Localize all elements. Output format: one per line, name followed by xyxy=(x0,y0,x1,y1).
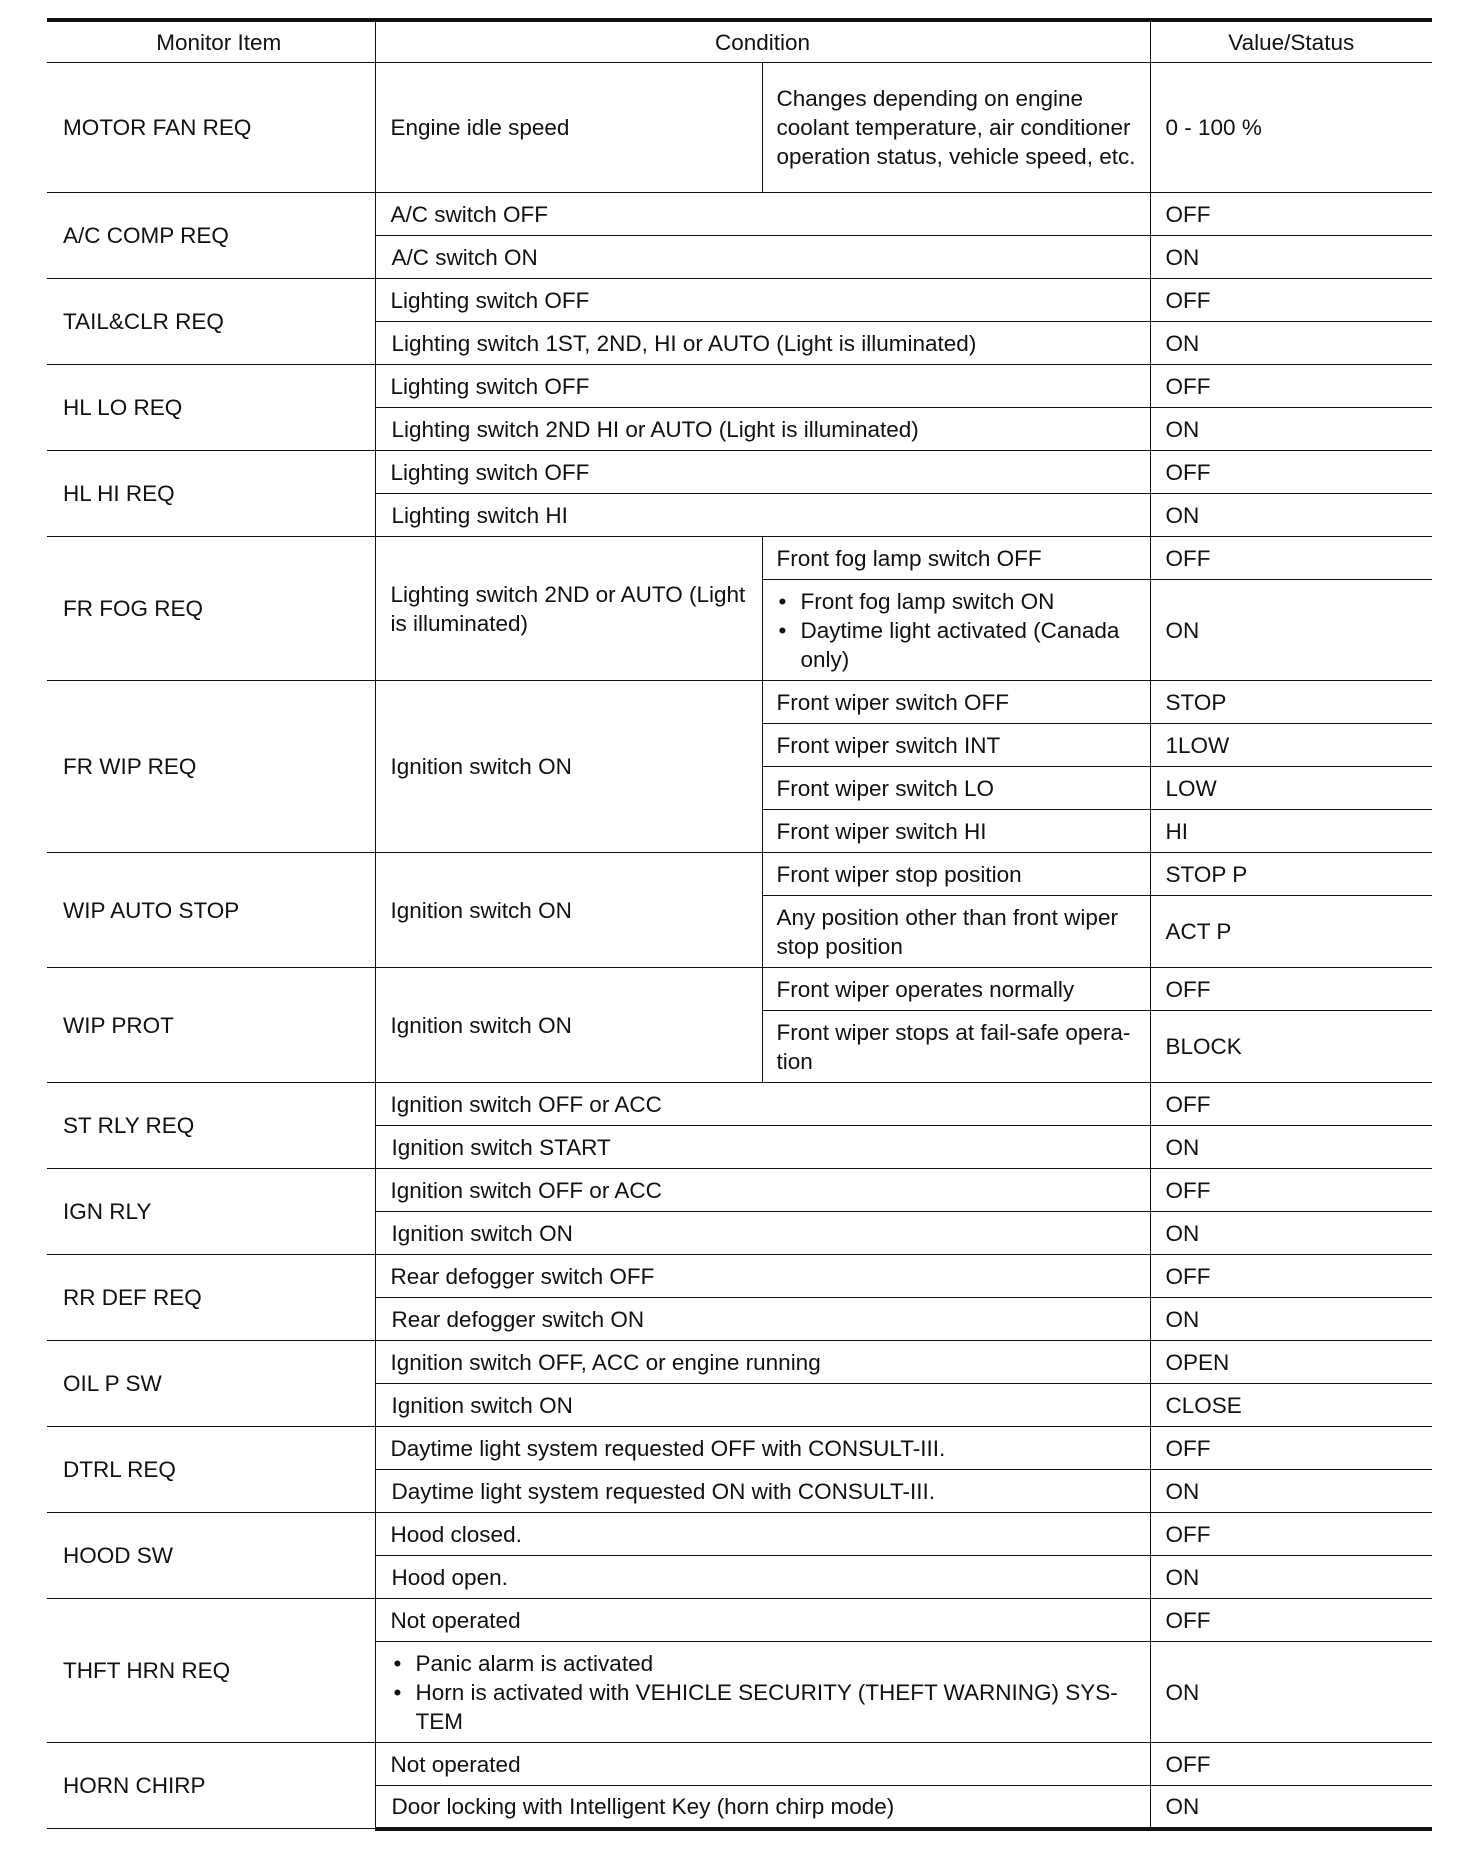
sub-condition-cell: Front fog lamp switch OFF xyxy=(762,537,1150,580)
condition-cell: Ignition switch ON xyxy=(375,1384,1150,1427)
monitor-item: HOOD SW xyxy=(47,1513,375,1599)
value-cell: OFF xyxy=(1150,537,1432,580)
value-cell: OFF xyxy=(1150,1427,1432,1470)
condition-cell: Ignition switch ON xyxy=(375,968,762,1083)
value-cell: OFF xyxy=(1150,1083,1432,1126)
condition-cell: A/C switch OFF xyxy=(375,193,1150,236)
bullet-item: • Panic alarm is activated xyxy=(392,1649,1136,1678)
monitor-item: THFT HRN REQ xyxy=(47,1599,375,1743)
monitor-item: HL LO REQ xyxy=(47,365,375,451)
table-row xyxy=(47,1083,1432,1126)
value-cell: 0 - 100 % xyxy=(1150,63,1432,193)
condition-cell: Ignition switch OFF or ACC xyxy=(375,1169,1150,1212)
value-cell: OFF xyxy=(1150,451,1432,494)
monitor-item-table xyxy=(47,18,1432,1831)
value-cell: OFF xyxy=(1150,1513,1432,1556)
sub-condition-cell xyxy=(762,580,1150,681)
table-row xyxy=(47,193,1432,236)
value-cell: OFF xyxy=(1150,1599,1432,1642)
condition-cell: Rear defogger switch ON xyxy=(375,1298,1150,1341)
condition-cell: Lighting switch 2ND or AUTO (Light is illuminated) xyxy=(375,537,762,681)
condition-cell: Rear defogger switch OFF xyxy=(375,1255,1150,1298)
monitor-item: WIP AUTO STOP xyxy=(47,853,375,968)
condition-cell: Hood open. xyxy=(375,1556,1150,1599)
bullet-list xyxy=(777,587,1136,674)
table-row xyxy=(47,63,1432,193)
sub-condition-cell: Front wiper switch LO xyxy=(762,767,1150,810)
condition-cell: Ignition switch ON xyxy=(375,853,762,968)
monitor-item: FR WIP REQ xyxy=(47,681,375,853)
value-cell: OPEN xyxy=(1150,1341,1432,1384)
table-row xyxy=(47,451,1432,494)
monitor-item: ST RLY REQ xyxy=(47,1083,375,1169)
sub-condition-cell: Front wiper switch HI xyxy=(762,810,1150,853)
value-cell: ON xyxy=(1150,494,1432,537)
condition-cell: Lighting switch OFF xyxy=(375,279,1150,322)
table-row xyxy=(47,537,1432,580)
condition-cell xyxy=(375,1642,1150,1743)
value-cell: OFF xyxy=(1150,365,1432,408)
value-cell: OFF xyxy=(1150,1255,1432,1298)
value-cell: HI xyxy=(1150,810,1432,853)
table-header-row xyxy=(47,20,1432,63)
sub-condition-cell: Front wiper stops at fail-safe opera-tion xyxy=(762,1011,1150,1083)
condition-cell: Not operated xyxy=(375,1743,1150,1786)
table-row xyxy=(47,279,1432,322)
value-cell: ON xyxy=(1150,580,1432,681)
condition-cell: Ignition switch START xyxy=(375,1126,1150,1169)
value-cell: STOP xyxy=(1150,681,1432,724)
condition-cell: Lighting switch OFF xyxy=(375,365,1150,408)
table-row xyxy=(47,365,1432,408)
bullet-item: • Daytime light activated (Canada only) xyxy=(777,616,1136,674)
value-cell: STOP P xyxy=(1150,853,1432,896)
value-cell: 1LOW xyxy=(1150,724,1432,767)
table-row xyxy=(47,1255,1432,1298)
value-cell: OFF xyxy=(1150,279,1432,322)
header-condition: Condition xyxy=(375,20,1150,63)
table-row xyxy=(47,1341,1432,1384)
value-cell: OFF xyxy=(1150,968,1432,1011)
condition-cell: Not operated xyxy=(375,1599,1150,1642)
value-cell: OFF xyxy=(1150,193,1432,236)
bullet-list xyxy=(392,1649,1136,1736)
monitor-item: HL HI REQ xyxy=(47,451,375,537)
value-cell: ON xyxy=(1150,408,1432,451)
header-monitor-item: Monitor Item xyxy=(47,20,375,63)
condition-cell: Lighting switch 2ND HI or AUTO (Light is illuminated) xyxy=(375,408,1150,451)
table-row xyxy=(47,1599,1432,1642)
sub-condition-cell: Front wiper switch OFF xyxy=(762,681,1150,724)
value-cell: ON xyxy=(1150,1470,1432,1513)
condition-cell: Engine idle speed xyxy=(375,63,762,193)
monitor-item: TAIL&CLR REQ xyxy=(47,279,375,365)
condition-cell: Door locking with Intelligent Key (horn chirp mode) xyxy=(375,1786,1150,1829)
value-cell: ON xyxy=(1150,1298,1432,1341)
sub-condition-cell: Front wiper operates normally xyxy=(762,968,1150,1011)
monitor-item: FR FOG REQ xyxy=(47,537,375,681)
condition-cell: Hood closed. xyxy=(375,1513,1150,1556)
value-cell: ACT P xyxy=(1150,896,1432,968)
bullet-item: • Horn is activated with VEHICLE SECURITY (THEFT WARNING) SYS-TEM xyxy=(392,1678,1136,1736)
table-row xyxy=(47,1169,1432,1212)
value-cell: ON xyxy=(1150,1126,1432,1169)
sub-condition-cell: Changes depending on engine coolant temperature, air conditioner operation status, vehicle speed, etc. xyxy=(762,63,1150,193)
condition-cell: Ignition switch ON xyxy=(375,1212,1150,1255)
value-cell: ON xyxy=(1150,1212,1432,1255)
value-cell: ON xyxy=(1150,236,1432,279)
value-cell: ON xyxy=(1150,322,1432,365)
table-row xyxy=(47,968,1432,1011)
value-cell: ON xyxy=(1150,1642,1432,1743)
condition-cell: Daytime light system requested OFF with CONSULT-III. xyxy=(375,1427,1150,1470)
value-cell: CLOSE xyxy=(1150,1384,1432,1427)
monitor-item: A/C COMP REQ xyxy=(47,193,375,279)
table-row xyxy=(47,1427,1432,1470)
value-cell: LOW xyxy=(1150,767,1432,810)
condition-cell: Ignition switch OFF, ACC or engine running xyxy=(375,1341,1150,1384)
value-cell: OFF xyxy=(1150,1743,1432,1786)
bullet-item: • Front fog lamp switch ON xyxy=(777,587,1136,616)
monitor-item: WIP PROT xyxy=(47,968,375,1083)
value-cell: OFF xyxy=(1150,1169,1432,1212)
table-row xyxy=(47,853,1432,896)
condition-cell: Daytime light system requested ON with CONSULT-III. xyxy=(375,1470,1150,1513)
monitor-item: OIL P SW xyxy=(47,1341,375,1427)
sub-condition-cell: Any position other than front wiper stop position xyxy=(762,896,1150,968)
header-value-status: Value/Status xyxy=(1150,20,1432,63)
condition-cell: Ignition switch ON xyxy=(375,681,762,853)
value-cell: BLOCK xyxy=(1150,1011,1432,1083)
condition-cell: Ignition switch OFF or ACC xyxy=(375,1083,1150,1126)
value-cell: ON xyxy=(1150,1556,1432,1599)
value-cell: ON xyxy=(1150,1786,1432,1829)
table-row xyxy=(47,681,1432,724)
table-row xyxy=(47,1513,1432,1556)
condition-cell: Lighting switch 1ST, 2ND, HI or AUTO (Light is illuminated) xyxy=(375,322,1150,365)
monitor-item: MOTOR FAN REQ xyxy=(47,63,375,193)
sub-condition-cell: Front wiper stop position xyxy=(762,853,1150,896)
monitor-item: HORN CHIRP xyxy=(47,1743,375,1829)
monitor-item: IGN RLY xyxy=(47,1169,375,1255)
table-row xyxy=(47,1743,1432,1786)
monitor-item: RR DEF REQ xyxy=(47,1255,375,1341)
monitor-item: DTRL REQ xyxy=(47,1427,375,1513)
condition-cell: A/C switch ON xyxy=(375,236,1150,279)
sub-condition-cell: Front wiper switch INT xyxy=(762,724,1150,767)
condition-cell: Lighting switch HI xyxy=(375,494,1150,537)
condition-cell: Lighting switch OFF xyxy=(375,451,1150,494)
